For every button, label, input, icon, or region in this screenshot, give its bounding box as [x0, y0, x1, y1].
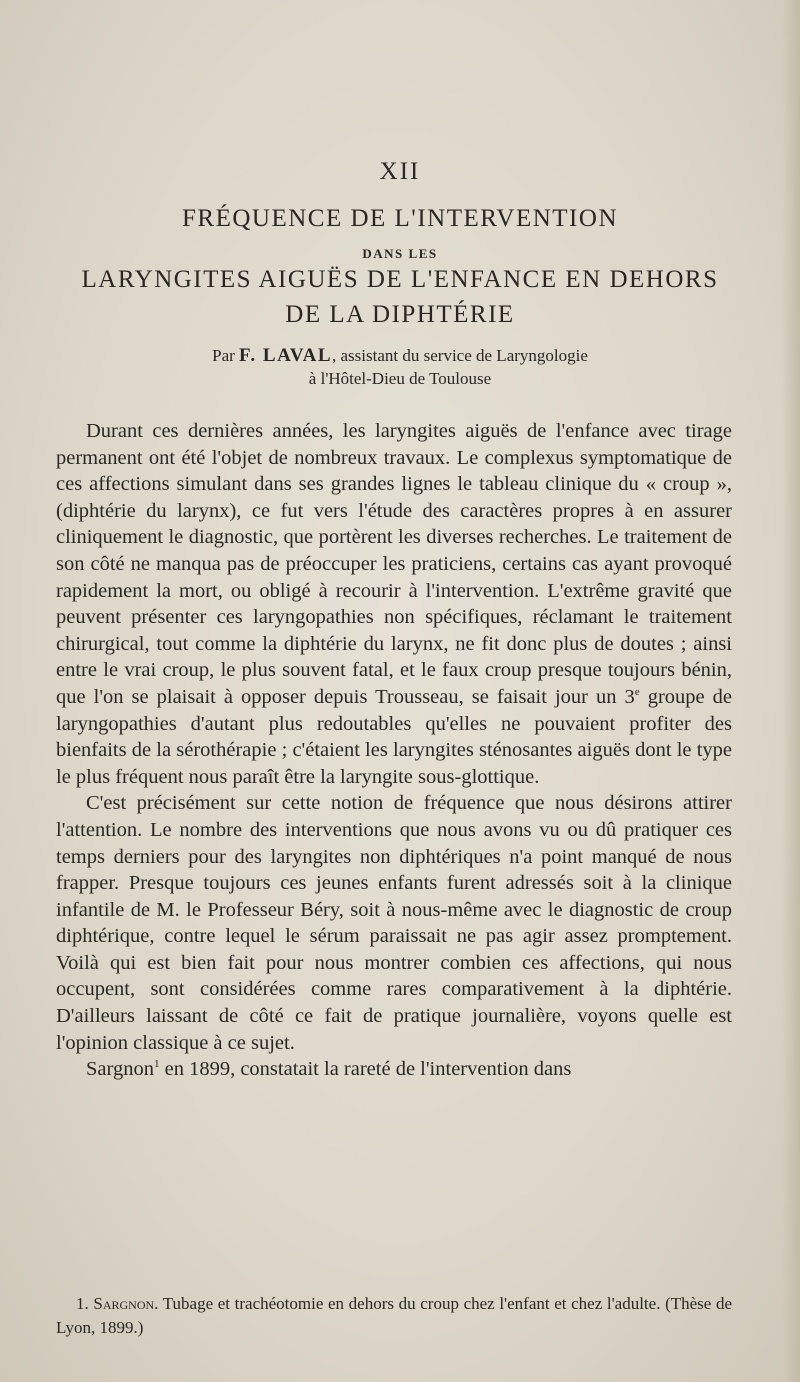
ordinal-number: 3: [624, 685, 635, 708]
title-line-3: LARYNGITES AIGUËS DE L'ENFANCE EN DEHORS: [81, 266, 719, 293]
footnote-text: . Tubage et trachéotomie en dehors du croup chez l'enfant et chez l'adulte. (Thèse de Lyon, 1899.): [56, 1294, 732, 1337]
title-line-4: DE LA DIPHTÉRIE: [285, 301, 515, 328]
author-name: F. LAVAL: [239, 345, 333, 366]
paragraph-1-continuation: groupe de laryngopathies d'autant plus redoutables qu'elles ne pouvaient profiter des bienfaits de la sérothérapie ; c'étaient les laryngites sténosantes aiguës dont le type le plus fréquent nous paraît être la laryngite sous-glottique.: [56, 685, 733, 788]
footnote-number: 1.: [76, 1294, 89, 1313]
title-line-2: DANS LES: [362, 246, 438, 261]
title-line-1: FRÉQUENCE DE L'INTERVENTION: [181, 205, 618, 232]
ordinal-suffix: e: [634, 686, 640, 699]
paragraph-1-text: Durant ces dernières années, les laryngites aiguës de l'enfance avec tirage permanent ont été l'objet de nombreux travaux. Le complexus symptomatique de ces affections simulant dans ses grandes lignes le tableau clinique du « croup », (diphtérie du larynx), ce fut vers l'étude des caractères propres à en assurer cliniquement le diagnostic, que portèrent les diverses recherches. Le traitement de son côté ne manqua pas de préoccuper les praticiens, certains cas ayant provoqué rapidement la mort, ou obligé à recourir à l'intervention. L'extrême gravité que peuvent présenter ces laryngopathies non spécifiques, réclamant le traitement chirurgical, tout comme la diphtérie du larynx, ne fit donc plus de doutes ; ainsi entre le vrai croup, le plus souvent fatal, et le faux croup presque toujours bénin, que l'on se plaisait à opposer depuis Trousseau, se faisait jour un: [56, 420, 732, 708]
footnote-reference: 1: [153, 1058, 160, 1071]
chapter-number: XII: [379, 158, 421, 185]
byline-affiliation: à l'Hôtel-Dieu de Toulouse: [308, 369, 492, 388]
byline-prefix: Par: [212, 346, 235, 365]
paragraph-3: [56, 1056, 732, 1083]
paragraph-1: [56, 418, 732, 790]
footnote-author: Sargnon: [93, 1294, 155, 1313]
author-role: , assistant du service de Laryngologie: [332, 346, 588, 365]
paragraph-2: C'est précisément sur cette notion de fréquence que nous désirons attirer l'attention. Le nombre des interventions que nous avons vu ou dû pratiquer ces temps derniers pour des laryngites non diphtériques n'a point manqué de nous frapper. Presque toujours ces jeunes enfants furent adressés soit à la clinique infantile de M. le Professeur Béry, soit à nous-même avec le diagnostic de croup diphtérique, contre lequel le sérum paraissait ne pas agir assez promptement. Voilà qui est bien fait pour nous montrer combien ces affections, qui nous occupent, sont considérées comme rares comparativement à la diphtérie. D'ailleurs laissant de côté ce fait de pratique journalière, voyons quelle est l'opinion classique à ce sujet.: [56, 792, 732, 1054]
byline-author: [0, 345, 800, 367]
paragraph-3-start: Sargnon: [86, 1058, 154, 1081]
footnote: [56, 1292, 732, 1340]
article-body: [56, 418, 732, 1083]
paragraph-3-text: en 1899, constatait la rareté de l'intervention dans: [159, 1058, 572, 1081]
